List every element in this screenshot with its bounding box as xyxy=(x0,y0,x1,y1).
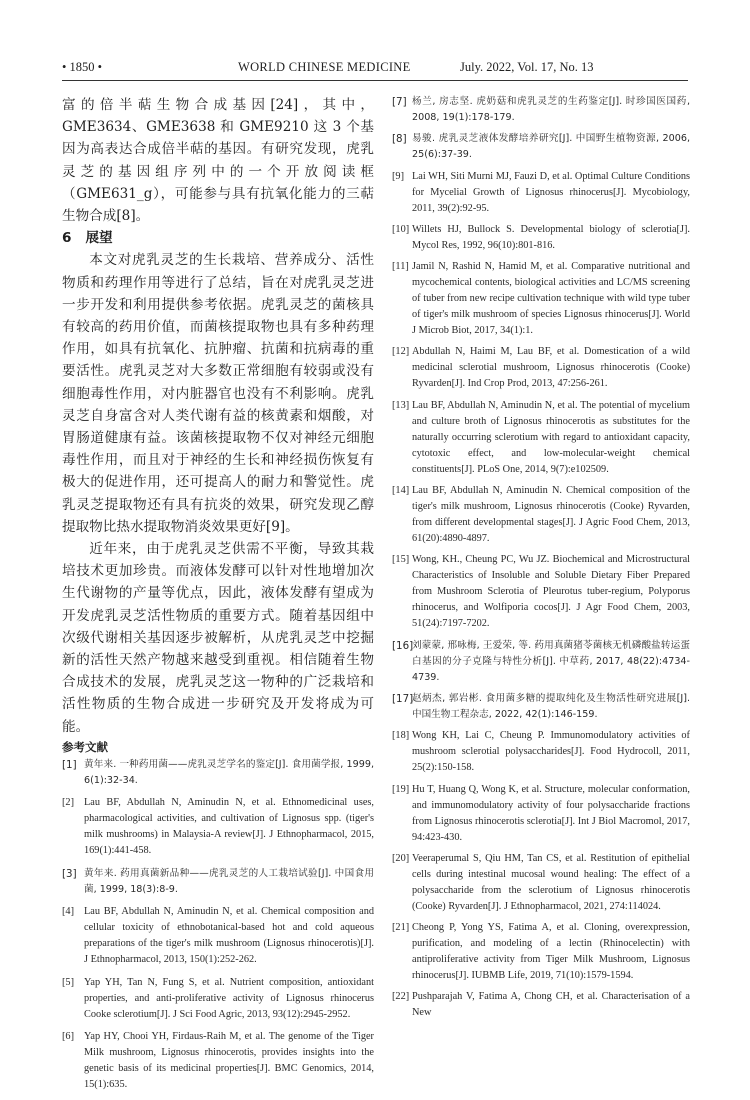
reference-item xyxy=(392,728,690,776)
reference-number: [1] xyxy=(62,758,77,771)
reference-item xyxy=(392,222,690,254)
reference-number: [20] xyxy=(392,852,410,864)
reference-number: [8] xyxy=(392,133,407,146)
reference-number: [10] xyxy=(392,223,410,235)
reference-item xyxy=(392,94,690,126)
reference-text: 黄年来. 药用真菌新品种——虎乳灵芝的人工栽培试验[J]. 中国食用菌, 1999, 18(3):8-9. xyxy=(84,867,374,895)
reference-item xyxy=(392,920,690,984)
reference-item xyxy=(62,795,374,859)
reference-item xyxy=(62,975,374,1023)
reference-text: 赵炳杰, 郭岩彬. 食用菌多糖的提取纯化及生物活性研究进展[J]. 中国生物工程杂志, 2022, 42(1):146-159. xyxy=(412,692,690,720)
header-rule xyxy=(62,80,688,81)
reference-item xyxy=(392,259,690,339)
reference-text: Wong, KH., Cheung PC, Wu JZ. Biochemical and Microstructural Characteristics of Insoluble and Soluble Dietary Fiber Prepared from Mushroom Sclerotia of Pleurotus tuber-regium, Polyporus rhinocerus, and Wolfiporia cocos[J]. J Agr Food Chem, 2003, 51(24):7197-7202. xyxy=(412,554,690,630)
reference-item xyxy=(62,757,374,789)
reference-text: Lau BF, Abdullah N, Aminudin N, et al. Ethnomedicinal uses, pharmacological activities, and cultivation of Lignosus spp. (tiger's milk mushrooms) in Malaysia-A review[J]. J Ethnopharmacol, 2015, 169(1):441-458. xyxy=(84,797,374,857)
reference-item xyxy=(62,1029,374,1093)
reference-text: Lau BF, Abdullah N, Aminudin N. Chemical composition of the tiger's milk mushroom, Lignosus rhinocerotis (Cooke) Ryvarden, from different developmental stages[J]. J Agric Food Chem, 2013, 61(20):4890-4897. xyxy=(412,485,690,545)
reference-text: 杨兰, 房志坚. 虎奶菇和虎乳灵芝的生药鉴定[J]. 时珍国医国药, 2008, 19(1):178-179. xyxy=(412,96,690,123)
reference-number: [17] xyxy=(392,692,414,705)
reference-text: Lau BF, Abdullah N, Aminudin N, et al. The potential of mycelium and culture broth of Lignosus rhinocerotis as substitutes for the naturally occurring sclerotium with regard to antioxidant capacity, cytotoxic effect, and low-molecular-weight chemical constituents[J]. PLoS One, 2014, 9(7):e102509. xyxy=(412,399,690,475)
reference-item xyxy=(392,782,690,846)
reference-item xyxy=(392,344,690,392)
journal-name: WORLD CHINESE MEDICINE xyxy=(238,60,411,74)
reference-item xyxy=(392,989,690,1021)
reference-item xyxy=(392,638,690,686)
reference-text: 易骏. 虎乳灵芝液体发酵培养研究[J]. 中国野生植物资源, 2006, 25(6):37-39. xyxy=(412,133,690,161)
reference-number: [18] xyxy=(392,730,410,742)
reference-number: [22] xyxy=(392,991,410,1003)
reference-text: Willets HJ, Bullock S. Developmental biology of sclerotia[J]. Mycol Res, 1992, 96(10):801-816. xyxy=(412,223,690,251)
reference-item xyxy=(62,866,374,898)
issue-info: July. 2022, Vol. 17, No. 13 xyxy=(460,60,594,74)
reference-item xyxy=(392,691,690,723)
paragraph-outlook-1: 本文对虎乳灵芝的生长栽培、营养成分、活性物质和药理作用等进行了总结，旨在对虎乳灵芝进一步开发和利用提供参考依据。虎乳灵芝的菌核具有较高的药用价值，而菌核提取物也具有多种药理作用，如具有抗氧化、抗肿瘤、抗菌和抗病毒的重要活性。虎乳灵芝对大多数正常细胞有较弱或没有细胞毒性作用，对内脏器官也没有不利影响。虎乳灵芝自身富含对人类代谢有益的核黄素和烟酸，对胃肠道健康有益。该菌核提取物不仅对神经元细胞毒性作用，而且对于神经的生长和神经损伤恢复有极大的促进作用，还可提高人的耐力和警觉性。虎乳灵芝提取物还有具有抗炎的效果，研究发现乙醇提取物比热水提取物消炎效果更好[9]。 xyxy=(62,252,374,535)
reference-number: [13] xyxy=(392,399,410,411)
reference-item xyxy=(392,483,690,547)
reference-text: Cheong P, Yong YS, Fatima A, et al. Cloning, overexpression, purification, and modeling of a lectin (Rhinocelectin) with antiproliferative activity from Tiger Milk Mushroom, Lignosus rhinocerus[J]. IUBMB Life, 2019, 71(10):1579-1594. xyxy=(412,922,690,982)
reference-item xyxy=(392,131,690,163)
reference-item xyxy=(62,904,374,968)
section-number: 6 xyxy=(62,230,72,247)
references-heading: 参考文献 xyxy=(62,739,108,754)
reference-number: [19] xyxy=(392,783,410,795)
reference-item xyxy=(392,552,690,632)
page-number: • 1850 • xyxy=(62,60,103,74)
reference-list-left xyxy=(62,757,374,1094)
paragraph-outlook-2: 近年来，由于虎乳灵芝供需不平衡，导致其栽培技术更加珍贵。而液体发酵可以针对性地增加次生代谢物的产量等优点，因此，液体发酵有望成为开发虎乳灵芝活性物质的重要方式。随着基因组中次级代谢相关基因逐步被解析，从虎乳灵芝中挖掘新的活性天然产物越来越受到重视。相信随着生物合成技术的发展，虎乳灵芝这一物种的广泛栽培和活性物质的生物合成进一步研究及开发将成为可能。 xyxy=(62,541,374,735)
section-heading xyxy=(62,227,374,249)
reference-text: 黄年来. 一种药用菌——虎乳灵芝学名的鉴定[J]. 食用菌学报, 1999, 6(1):32-34. xyxy=(84,758,374,786)
reference-item xyxy=(392,398,690,478)
running-header xyxy=(62,58,688,78)
reference-number: [2] xyxy=(62,797,75,809)
reference-number: [21] xyxy=(392,922,410,934)
body-text xyxy=(62,94,374,738)
right-column xyxy=(392,94,690,1027)
reference-text: Yap HY, Chooi YH, Firdaus-Raih M, et al. The genome of the Tiger Milk mushroom, Lignosus rhinocerotis, provides insights into the genetic basis of its medicinal properties[J]. BMC Genomics, 2014, 15(1):635. xyxy=(84,1031,374,1091)
reference-text: 刘蒙蒙, 邢咏梅, 王爱荣, 等. 药用真菌猪苓菌核无机磷酸盐转运蛋白基因的分子克隆与特性分析[J]. 中草药, 2017, 48(22):4734-4739. xyxy=(412,639,690,683)
reference-text: Veeraperumal S, Qiu HM, Tan CS, et al. Restitution of epithelial cells during intestinal mucosal wound healing: The effect of a polysaccharide from the sclerotium of Lignosus rhinocerotis (Cooke) Ryvarden[J]. J Ethnopharmacol, 2021, 274:114024. xyxy=(412,852,690,912)
reference-number: [3] xyxy=(62,867,77,880)
reference-number: [4] xyxy=(62,906,75,918)
reference-number: [14] xyxy=(392,485,410,497)
reference-text: Pushparajah V, Fatima A, Chong CH, et al. Characterisation of a New xyxy=(412,991,690,1019)
reference-text: Abdullah N, Haimi M, Lau BF, et al. Domestication of a wild medicinal sclerotial mushroom, Lignosus rhinocerotis (Cooke) Ryvarden[J]. Ind Crop Prod, 2013, 47:256-261. xyxy=(412,346,690,390)
reference-number: [5] xyxy=(62,976,75,988)
reference-number: [16] xyxy=(392,639,414,652)
reference-text: Wong KH, Lai C, Cheung P. Immunomodulatory activities of mushroom sclerotial polysaccharides[J]. Food Hydrocoll, 2011, 25(2):150-158. xyxy=(412,730,690,774)
reference-text: Jamil N, Rashid N, Hamid M, et al. Comparative nutritional and mycochemical contents, biological activities and LC/MS screening of tuber from new recipe cultivation technique with wild type tuber of tiger's milk mushroom of species Lignosus rhinocerus[J]. World J Microb Biot, 2017, 34(1):1. xyxy=(412,261,690,337)
reference-item xyxy=(392,169,690,217)
reference-text: Lai WH, Siti Murni MJ, Fauzi D, et al. Optimal Culture Conditions for Mycelial Growth of Lignosus rhinocerus[J]. Mycobiology, 2011, 39(2):92-95. xyxy=(412,170,690,214)
reference-number: [12] xyxy=(392,346,410,358)
reference-text: Yap YH, Tan N, Fung S, et al. Nutrient composition, antioxidant properties, and anti-proliferative activity of Lignosus rhinocerus Cooke sclerotium[J]. J Sci Food Agric, 2013, 93(12):2945-2952. xyxy=(84,976,374,1020)
reference-number: [6] xyxy=(62,1031,75,1043)
left-column xyxy=(62,94,374,1100)
reference-text: Lau BF, Abdullah N, Aminudin N, et al. Chemical composition and cellular toxicity of ethnobotanical-based hot and cold aqueous preparations of the tiger's milk mushroom (Lignosus rhinocerotis)[J]. J Ethnopharmacol, 2013, 150(1):252-262. xyxy=(84,906,374,966)
reference-number: [9] xyxy=(392,170,405,182)
reference-number: [15] xyxy=(392,554,410,566)
reference-text: Hu T, Huang Q, Wong K, et al. Structure, molecular conformation, and immunomodulatory activity of four polysaccharide fractions from Lignosus rhinocerotis sclerotia[J]. Int J Biol Macromol, 2017, 94:423-430. xyxy=(412,783,690,843)
reference-list-right xyxy=(392,94,690,1021)
reference-number: [7] xyxy=(392,96,407,108)
section-title: 展望 xyxy=(85,230,113,247)
reference-item xyxy=(392,851,690,915)
paragraph-continued: 富的倍半萜生物合成基因[24]，其中，GME3634、GME3638 和 GME9210 这 3 个基因为高表达合成倍半萜的基因。有研究发现，虎乳灵芝的基因组序列中的一个开放阅读框（GME631_g），可能参与具有抗氧化能力的三萜生物合成[8]。 xyxy=(62,97,374,225)
reference-number: [11] xyxy=(392,261,409,273)
